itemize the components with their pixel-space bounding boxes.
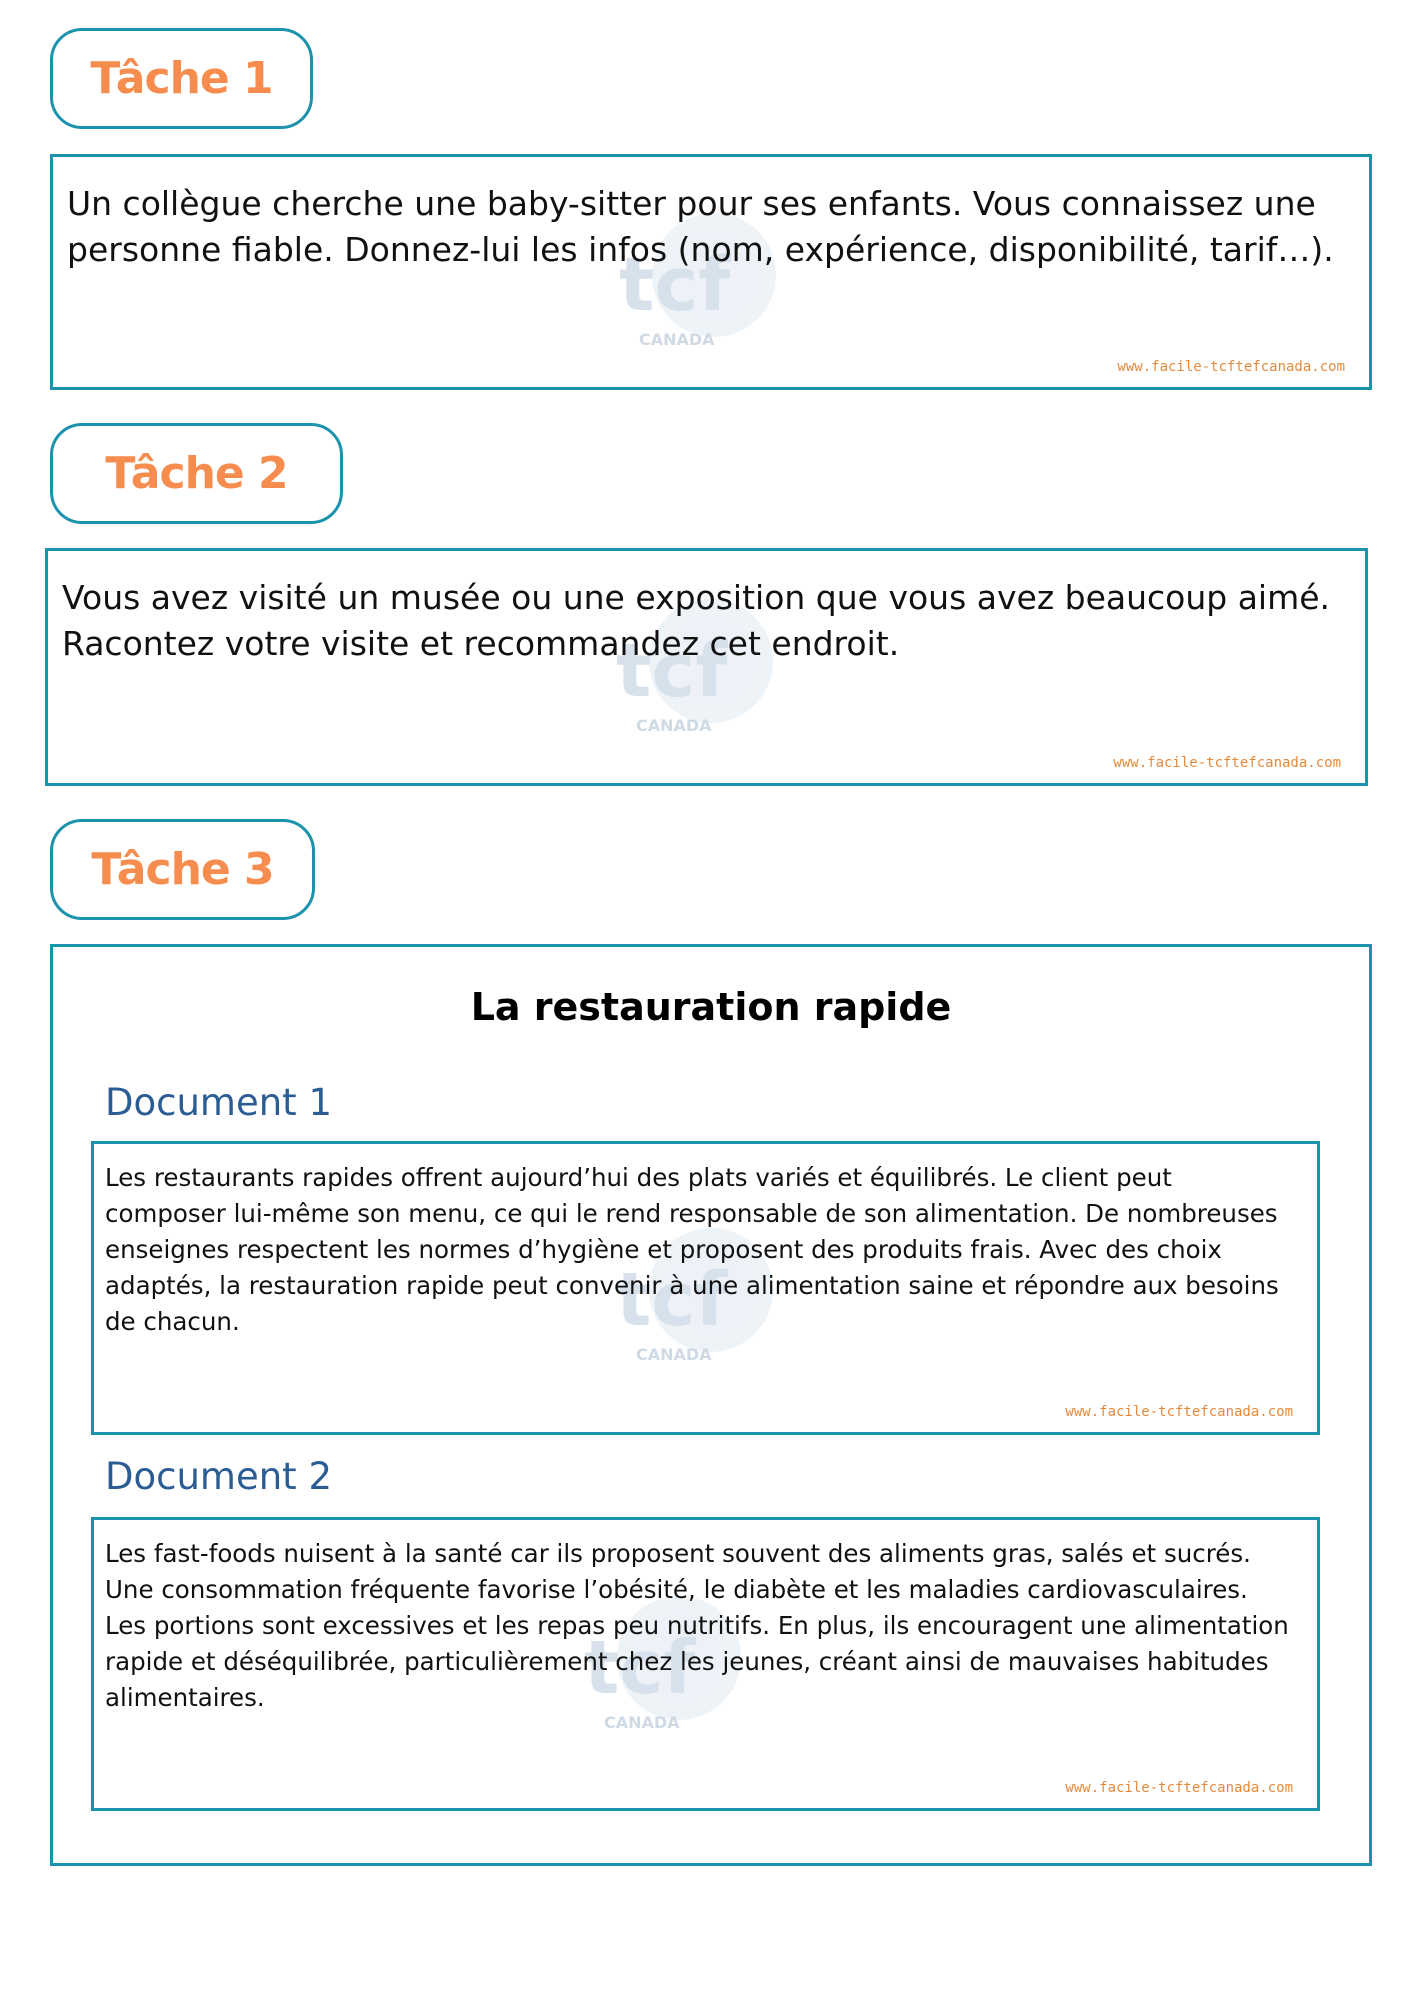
task-3-title: La restauration rapide (470, 985, 952, 1029)
task-2-text: Vous avez visité un musée ou une exposition que vous avez beaucoup aimé. Racontez votre visite et recommandez cet endroit. (62, 578, 1331, 663)
task-1-box (50, 154, 1372, 390)
task-2-label-text: Tâche 2 (105, 448, 288, 499)
document-1-text: Les restaurants rapides offrent aujourd’hui des plats variés et équilibrés. Le client peut composer lui-même son menu, ce qui le rend responsable de son alimentation. De nombreuses enseignes respectent les normes d’hygiène et proposent des produits frais. Avec des choix adaptés, la restauration rapide peut convenir à une alimentation saine et répondre aux besoins de chacun. (105, 1163, 1279, 1336)
task-2-credit: www.facile-tcftefcanada.com (1113, 755, 1341, 771)
task-2-box (45, 548, 1368, 786)
task-1-credit: www.facile-tcftefcanada.com (1117, 359, 1345, 375)
document-1-box (91, 1141, 1320, 1435)
task-3-box (50, 944, 1372, 1866)
document-1-credit: www.facile-tcftefcanada.com (1065, 1404, 1293, 1420)
document-2-credit: www.facile-tcftefcanada.com (1065, 1780, 1293, 1796)
document-1-heading: Document 1 (105, 1081, 332, 1124)
task-1-text: Un collègue cherche une baby-sitter pour ses enfants. Vous connaissez une personne fiable. Donnez-lui les infos (nom, expérience, disponibilité, tarif…). (67, 184, 1334, 269)
task-3-label-text: Tâche 3 (91, 844, 274, 895)
document-2-box (91, 1517, 1320, 1811)
document-2-heading: Document 2 (105, 1455, 332, 1498)
task-3-label (50, 819, 315, 920)
task-2-label (50, 423, 343, 524)
task-1-label (50, 28, 313, 129)
document-2-text: Les fast-foods nuisent à la santé car ils proposent souvent des aliments gras, salés et sucrés. Une consommation fréquente favorise l’obésité, le diabète et les maladies cardiovasculaires. Les portions sont excessives et les repas peu nutritifs. En plus, ils encouragent une alimentation rapide et déséquilibrée, particulièrement chez les jeunes, créant ainsi de mauvaises habitudes alimentaires. (105, 1539, 1289, 1712)
task-1-label-text: Tâche 1 (90, 53, 273, 104)
